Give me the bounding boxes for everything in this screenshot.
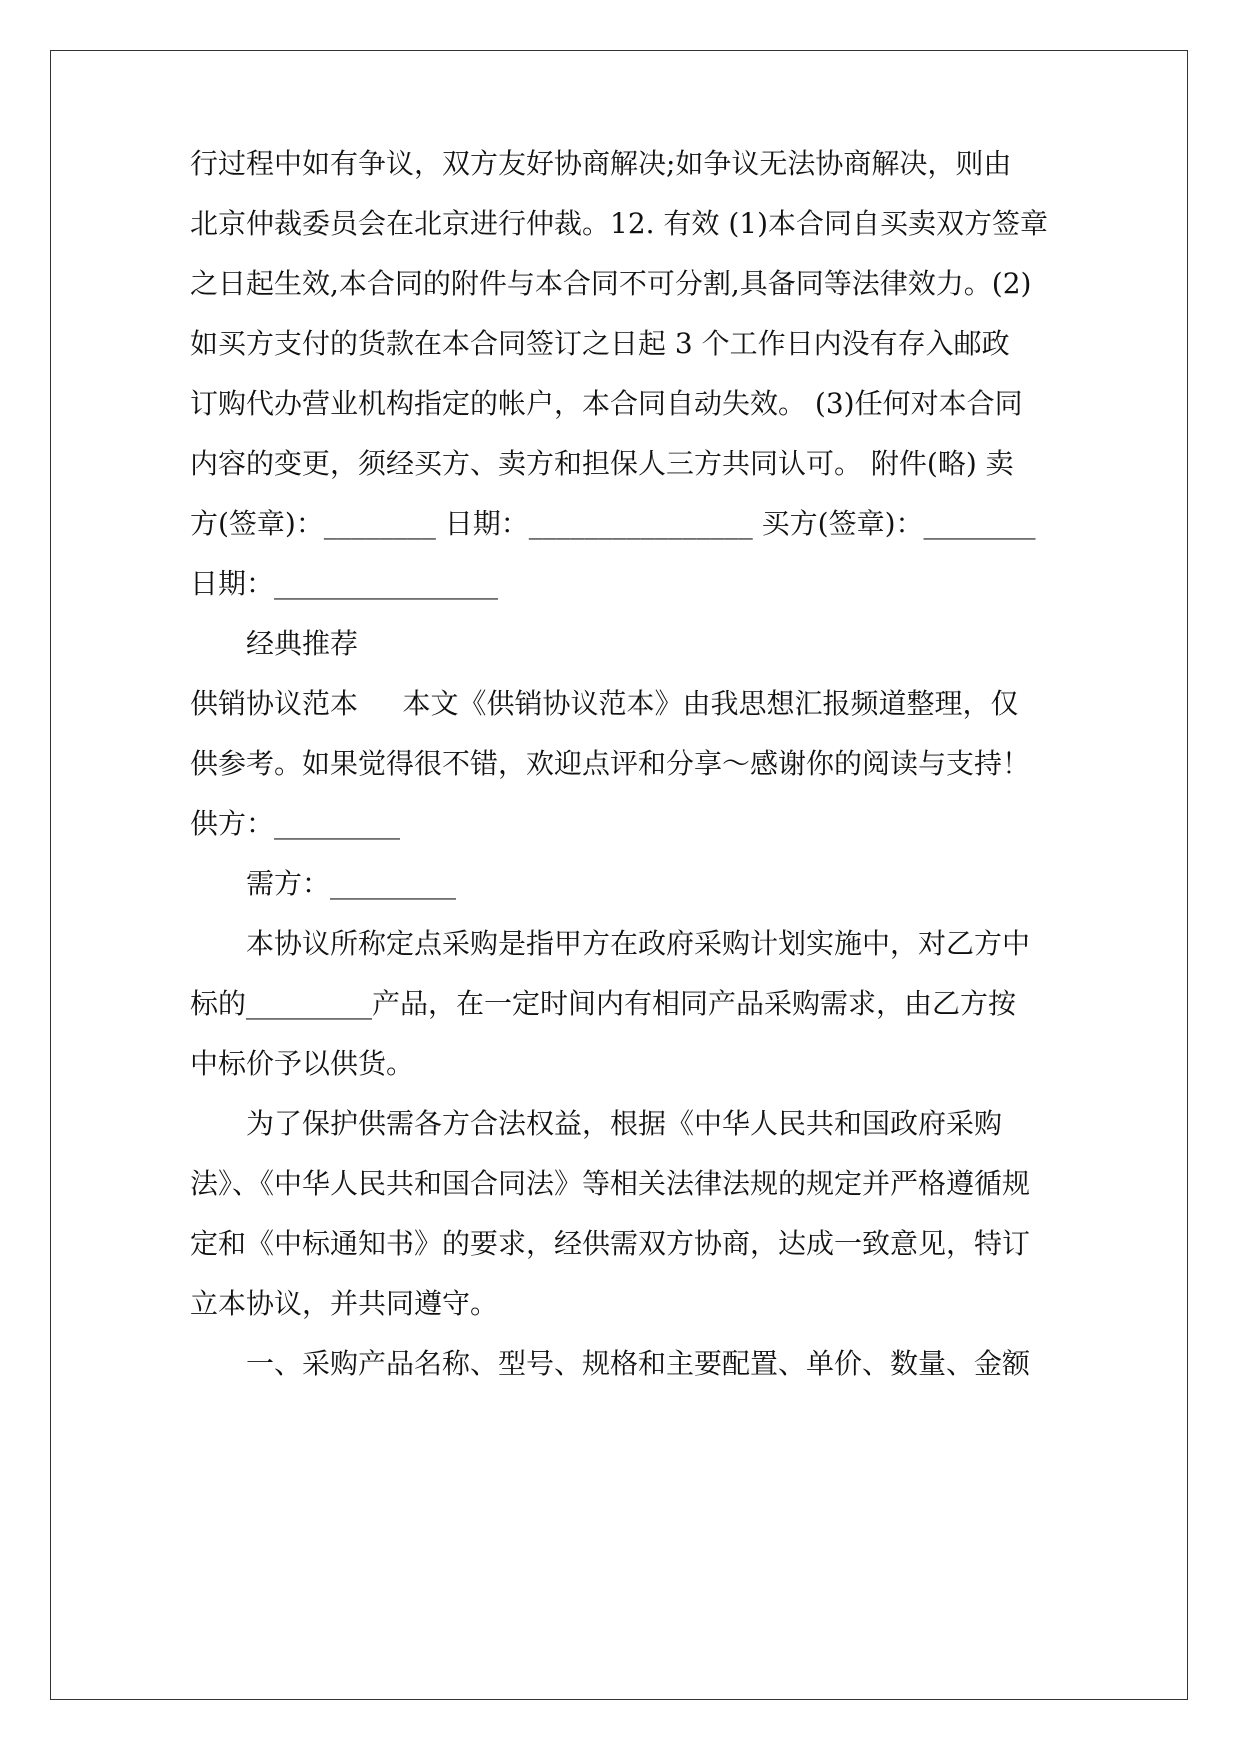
buyer-line: 需方：_________ [246, 867, 457, 900]
text-line: 之日起生效,本合同的附件与本合同不可分割,具备同等法律效力。(2) [190, 267, 1032, 300]
text-line: 供销协议范本 本文《供销协议范本》由我思想汇报频道整理，仅 [190, 687, 1019, 720]
text-line: 内容的变更，须经买方、卖方和担保人三方共同认可。 附件(略) 卖 [190, 447, 1014, 480]
text-line: 定和《中标通知书》的要求，经供需双方协商，达成一致意见，特订 [190, 1227, 1031, 1260]
text-line: 立本协议，并共同遵守。 [190, 1287, 499, 1320]
text-line: 如买方支付的货款在本合同签订之日起 3 个工作日内没有存入邮政 [190, 327, 1010, 360]
section-heading: 经典推荐 [246, 627, 359, 660]
text-line: 标的_________产品，在一定时间内有相同产品采购需求，由乙方按 [190, 987, 1017, 1020]
date-line: 日期：________________ [190, 567, 499, 600]
signature-line: 方(签章)：________ 日期：________________ 买方(签章)：________ [190, 507, 1036, 540]
text-line: 北京仲裁委员会在北京进行仲裁。12. 有效 (1)本合同自买卖双方签章 [190, 207, 1048, 240]
text-line: 为了保护供需各方合法权益，根据《中华人民共和国政府采购 [246, 1107, 1003, 1140]
text-line: 本协议所称定点采购是指甲方在政府采购计划实施中，对乙方中 [246, 927, 1031, 960]
text-line: 订购代办营业机构指定的帐户，本合同自动失效。 (3)任何对本合同 [190, 387, 1023, 420]
text-line: 中标价予以供货。 [190, 1047, 415, 1080]
text-line: 行过程中如有争议，双方友好协商解决;如争议无法协商解决，则由 [190, 147, 1012, 180]
text-line: 法》、《中华人民共和国合同法》等相关法律法规的规定并严格遵循规 [190, 1167, 1031, 1200]
text-line: 供参考。如果觉得很不错，欢迎点评和分享～感谢你的阅读与支持！ [190, 747, 1031, 780]
supplier-line: 供方：_________ [190, 807, 401, 840]
section-heading: 一、采购产品名称、型号、规格和主要配置、单价、数量、金额 [246, 1347, 1031, 1380]
